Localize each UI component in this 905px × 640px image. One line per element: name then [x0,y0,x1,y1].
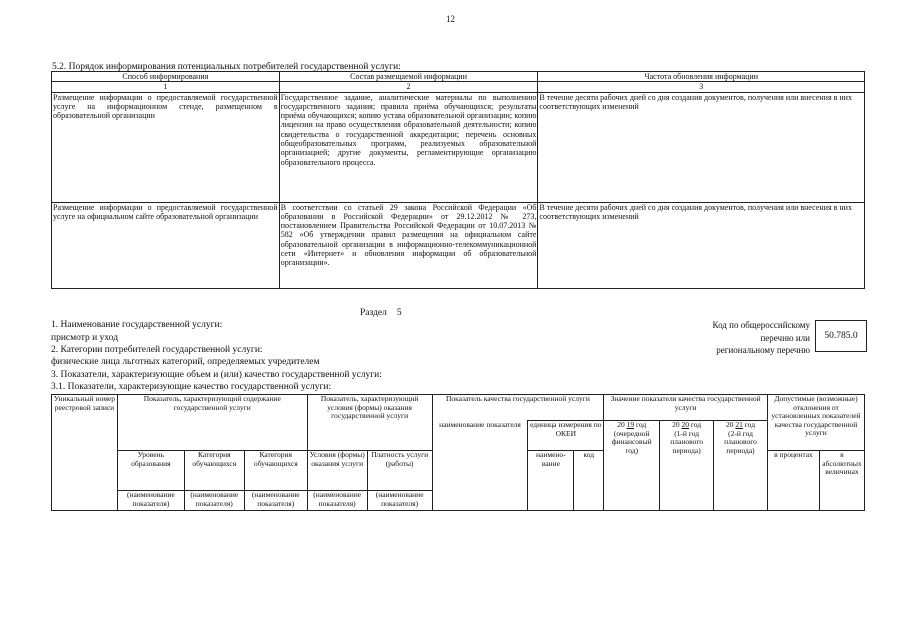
table-row [52,202,865,288]
year-3-value: 21 [735,420,743,430]
dev-absolute: в абсолютных величинах [819,451,864,511]
code-label-line1: Код по общероссийскому [712,320,810,330]
spacer [307,421,432,451]
header-row [52,395,865,421]
header-frequency: Частота обновления информации [538,72,865,82]
informing-method: Размещение информации о предоставляемой государственной услуге на информационном стенде, размещенном в образовательной организации [52,92,280,202]
year-2-value: 20 [681,420,689,430]
year-1: 20 19 год (очередной финансовый год) [604,421,660,511]
informing-content: Государственное задание, аналитические материалы по выполнению государственного задания; правила приёма обучающихся; результаты приёма обучающихся; копию устава образовательной организации; копию лицензии на право осуществления образовательной деятельности; копию свидетельства о государственной аккредитации; перечень основных общеобразовательных программ, реализуемых образовательной организацией; другие документы, регламентирующие организацию образовательного процесса. [279,92,538,202]
indicators-label: 3. Показатели, характеризующие объем и (или) качество государственной услуги: [51,370,382,380]
quality-indicators-label: 3.1. Показатели, характеризующие качество государственной услуги: [51,382,332,392]
unit-code: код [574,451,604,511]
service-name-label: 1. Наименование государственной услуги: [51,320,223,330]
sub-conditions: Условия (формы) оказания услуги [307,451,367,491]
year-2-note: (1-й год планового периода) [670,428,703,456]
informing-frequency: В течение десяти рабочих дней со дня создания документов, получения или внесения в них соответствующих изменений [538,202,865,288]
categories-value: физические лица льготных категорий, определяемых учредителем [51,357,320,367]
col-deviation: Допустимые (возможные) отклонения от установленных показателей качества государственной услуги [767,395,864,451]
sub-name: (наименование показателя) [244,491,307,511]
sub-category-2: Категория обучающихся [244,451,307,491]
sub-payment: Платность услуги (работы) [367,451,432,491]
informing-table [51,71,865,289]
col-number: 1 [52,82,280,92]
year-1-note: (очередной финансовый год) [611,428,652,456]
number-row [52,82,865,92]
page-number: 12 [446,14,455,24]
year-2: 20 20 год (1-й год планового периода) [660,421,714,511]
categories-label: 2. Категории потребителей государственной услуги: [51,345,263,355]
section-5-2-title: 5.2. Порядок информирования потенциальных потребителей государственной услуги: [52,62,401,72]
informing-frequency: В течение десяти рабочих дней со дня создания документов, получения или внесения в них соответствующих изменений [538,92,865,202]
year-3: 20 21 год (2-й год планового периода) [714,421,768,511]
table-row [52,92,865,202]
year-1-value: 19 [626,420,635,430]
section-label: Раздел [360,308,387,318]
col-number: 3 [538,82,865,92]
code-label-line2: перечню или [760,333,810,343]
col-values: Значение показателя качества государственной услуги [604,395,768,421]
col-number: 2 [279,82,538,92]
informing-method: Размещение информации о предоставляемой государственной услуге на официальном сайте образовательной организации [52,202,280,288]
col-quality: Показатель качества государственной услуги [432,395,604,421]
year-3-note: (2-й год планового периода) [724,428,757,456]
sub-name: (наименование показателя) [184,491,244,511]
dev-percent: в процентах [767,451,819,511]
quality-name: наименование показателя [432,421,528,511]
informing-content: В соответствии со статьей 29 закона Российской Федерации «Об образовании в Российской Федерации» от 29.12.2012 № 273, постановлением Правительства Российской Федерации от 10.07.2013 № 582 «Об утверждении правил размещения на официальном сайте образовательной организации в информационно-телекоммуникационной сети «Интернет» и обновления информации об образовательной организации». [279,202,538,288]
unit-name: наимено-вание [528,451,574,511]
sub-name: (наименование показателя) [117,491,184,511]
service-name-value: присмотр и уход [51,333,119,343]
sub-name: (наименование показателя) [307,491,367,511]
section-number: 5 [396,308,402,318]
col-unique-number: Уникальный номер реестровой записи [52,395,118,511]
header-row [52,72,865,82]
header-row [52,421,865,451]
sub-level: Уровень образования [117,451,184,491]
header-method: Способ информирования [52,72,280,82]
col-conditions: Показатель, характеризующий условия (формы) оказания государственной услуги [307,395,432,421]
spacer [117,421,307,451]
header-content: Состав размещаемой информации [279,72,538,82]
section-heading [360,308,402,318]
service-code-box: 50.785.0 [815,320,867,352]
col-content: Показатель, характеризующий содержание государственной услуги [117,395,307,421]
sub-category-1: Категория обучающихся [184,451,244,491]
code-label-line3: региональному перечню [716,345,810,355]
sub-name: (наименование показателя) [367,491,432,511]
unit-okei: единица измерения по ОКЕИ [528,421,604,451]
quality-table [51,394,865,511]
